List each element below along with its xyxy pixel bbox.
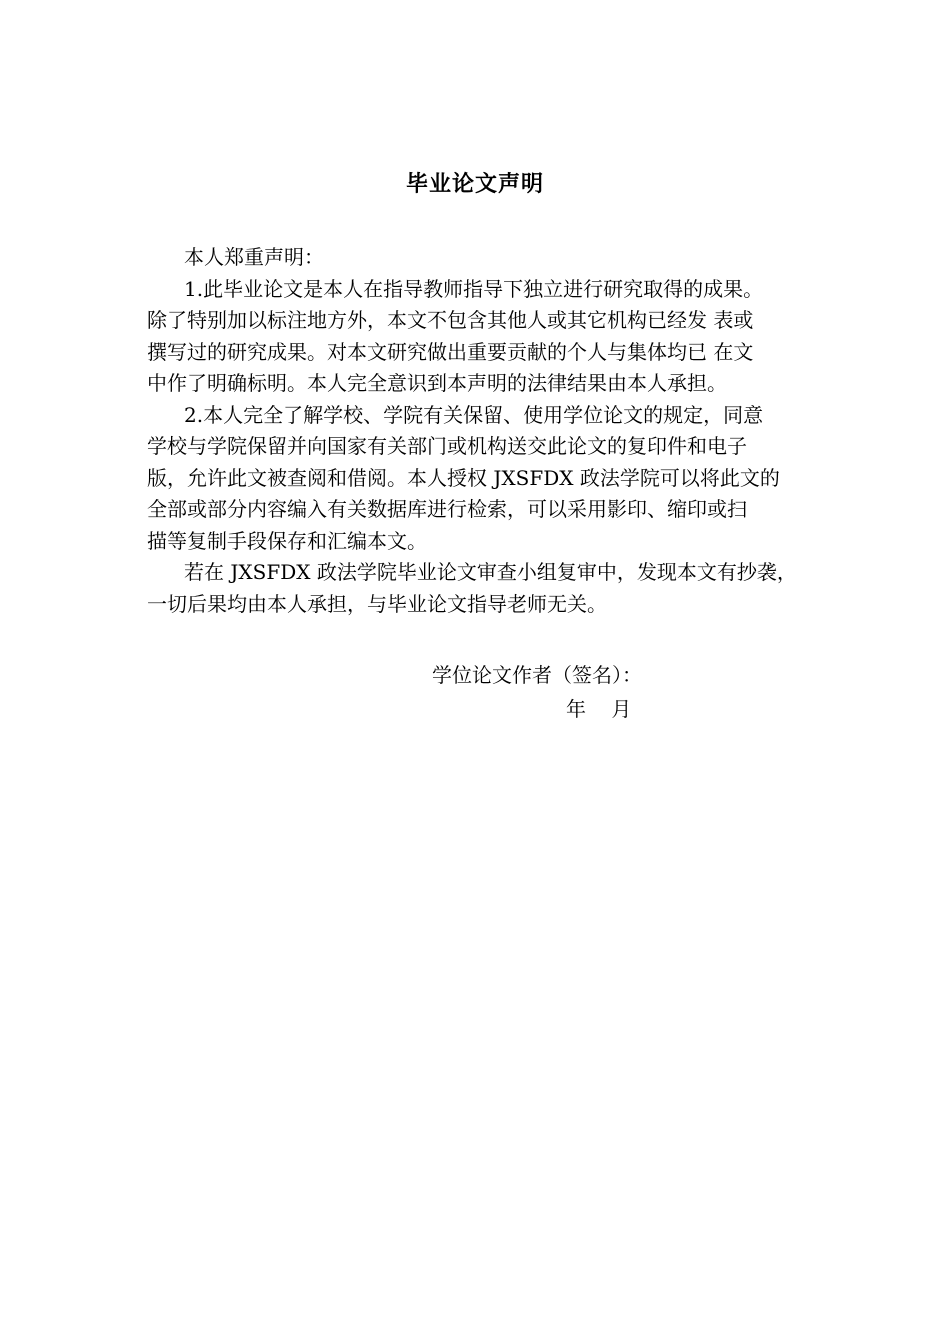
- paragraph-3-line: 若在 JXSFDX 政法学院毕业论文审查小组复审中，发现本文有抄袭，: [184, 560, 797, 584]
- page-title: 毕业论文声明: [405, 172, 544, 197]
- paragraph-2-line: 2.本人完全了解学校、学院有关保留、使用学位论文的规定，同意: [184, 402, 764, 427]
- paragraph-3-line: 一切后果均由本人承担，与毕业论文指导老师无关。: [147, 591, 607, 616]
- paragraph-1-line: 中作了明确标明。本人完全意识到本声明的法律结果由本人承担。: [147, 371, 727, 395]
- signature-label: 学位论文作者（签名）：: [432, 663, 642, 687]
- paragraph-2-line: 描等复制手段保存和汇编本文。: [147, 528, 427, 553]
- paragraph-2-line: 版，允许此文被查阅和借阅。本人授权 JXSFDX 政法学院可以将此文的: [147, 465, 780, 490]
- intro-line: 本人郑重声明：: [184, 245, 324, 269]
- paragraph-1-line: 1.此毕业论文是本人在指导教师指导下独立进行研究取得的成果。: [184, 276, 764, 301]
- paragraph-3: [147, 557, 847, 620]
- paragraph-2: [147, 400, 847, 558]
- declaration-body: [147, 242, 847, 620]
- paragraph-1: [147, 274, 847, 400]
- paragraph-1-line: 撰写过的研究成果。对本文研究做出重要贡献的个人与集体均已 在文: [147, 339, 754, 364]
- paragraph-2-line: 学校与学院保留并向国家有关部门或机构送交此论文的复印件和电子: [147, 434, 747, 458]
- paragraph-1-line: 除了特别加以标注地方外，本文不包含其他人或其它机构已经发 表或: [147, 308, 754, 332]
- paragraph-2-line: 全部或部分内容编入有关数据库进行检索，可以采用影印、缩印或扫: [147, 497, 747, 521]
- date-label: 年 月: [566, 697, 632, 721]
